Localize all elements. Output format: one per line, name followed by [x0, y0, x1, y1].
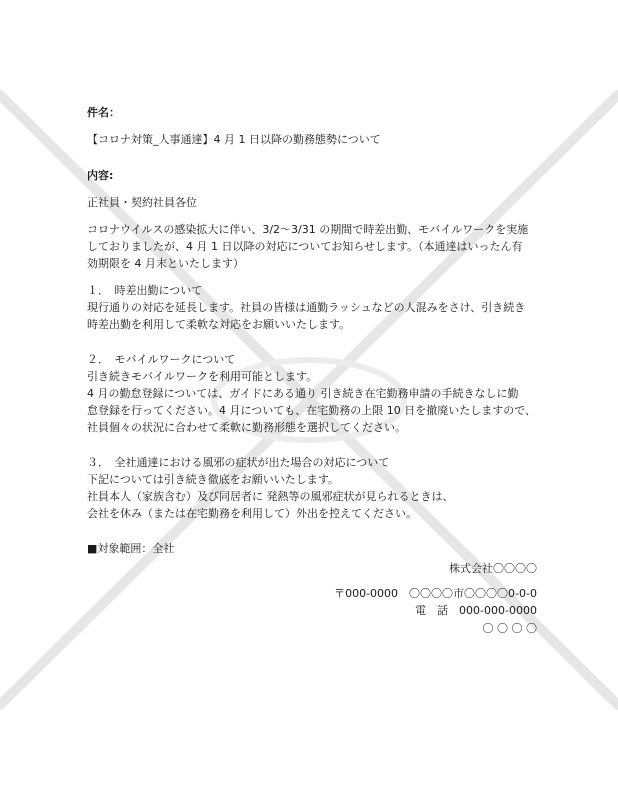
section-3: [87, 454, 537, 522]
section-1: [87, 282, 537, 333]
section-3-heading: ３． 全社通達における風邪の症状が出た場合の対応について: [87, 456, 390, 469]
section-2-heading: ２． モバイルワークについて: [87, 353, 236, 366]
section-2-line: 4 月の勤怠登録については、ガイドにある通り 引き続き在宅勤務申請の手続きなしに勤: [87, 387, 519, 400]
sender-company: 株式会社〇〇〇〇: [449, 562, 537, 575]
section-2: [87, 351, 537, 436]
section-2-line: 怠登録を行ってください。4 月についても、在宅勤務の上限 10 日を撤廃いたしますので、: [87, 404, 537, 417]
intro-line: 効期限を 4 月末といたします）: [87, 257, 244, 270]
section-2-line: 引き続きモバイルワークを利用可能とします。: [87, 370, 318, 383]
section-2-line: 社員個々の状況に合わせて柔軟に勤務形態を選択してください。: [87, 421, 406, 434]
body-label: 内容:: [87, 169, 114, 182]
section-3-line: 下記については引き続き徹底をお願いいたします。: [87, 473, 339, 486]
section-3-line: 社員本人（家族含む）及び同居者に 発熱等の風邪症状が見られるときは、: [87, 490, 454, 503]
section-1-heading: １． 時差出勤について: [87, 284, 203, 297]
section-1-line: 時差出勤を利用して柔軟な対応をお願いいたします。: [87, 318, 351, 331]
intro-paragraph: [87, 221, 537, 272]
scope-line: ■対象範囲：全社: [87, 542, 175, 555]
sender-name: 〇 〇 〇 〇: [482, 622, 537, 635]
intro-line: しておりましたが、4 月 1 日以降の対応についてお知らせします。（本通達はいったん有: [87, 240, 523, 253]
section-1-line: 現行通りの対応を延長します。社員の皆様は通勤ラッシュなどの人混みをさけ、引き続き: [87, 301, 526, 314]
recipient-line: 正社員・契約社員各位: [87, 196, 197, 209]
subject-label: 件名：: [87, 106, 120, 119]
intro-line: コロナウイルスの感染拡大に伴い、3/2～3/31 の期間で時差出勤、モバイルワークを実施: [87, 223, 529, 236]
sender-address: 〒000-0000 〇〇〇〇市〇〇〇〇0-0-0: [334, 587, 537, 600]
sender-phone: 電 話 000-000-0000: [415, 604, 537, 617]
subject-text: 【コロナ対策_人事通達】4 月 1 日以降の勤務態勢について: [87, 133, 381, 146]
section-3-line: 会社を休み（または在宅勤務を利用して）外出を控えてください。: [87, 507, 417, 520]
